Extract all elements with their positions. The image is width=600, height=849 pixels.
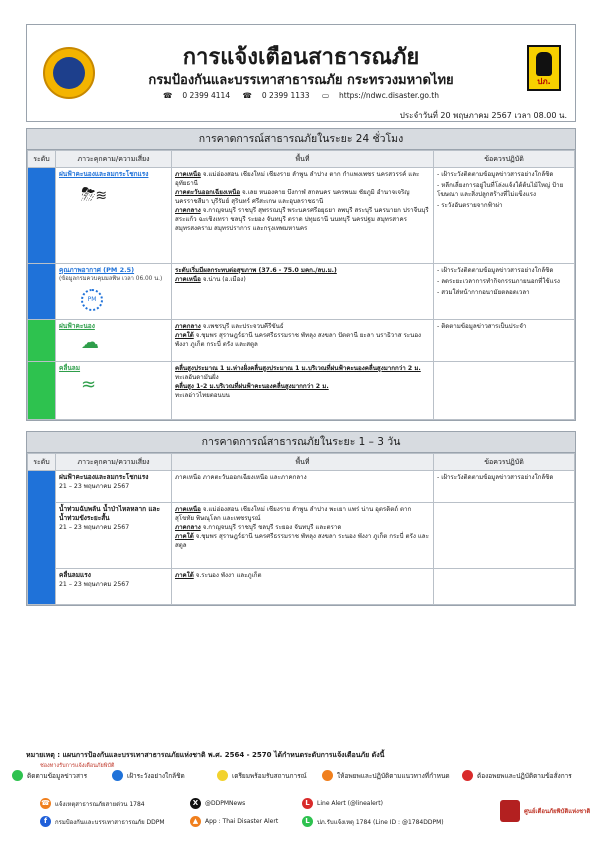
- hazard-label: น้ำท่วมฉับพลัน น้ำป่าไหลหลาก และน้ำท่วมขังระยะสั้น: [59, 505, 161, 522]
- level-cell-blue: [28, 264, 56, 320]
- page-subtitle: กรมป้องกันและบรรเทาสาธารณภัย กระทรวงมหาดไทย: [148, 73, 454, 88]
- table-row: คุณภาพอากาศ (PM 2.5) (ข้อมูลกรมควบคุมมลพิษ เวลา 06.00 น.) PM ระดับเริ่มมีผลกระทบต่อสุขภาพ (37.6 - 75.0 มคก./ลบ.ม.) ภาคเหนือ จ.น่าน (อ.เมือง) - เฝ้าระวังติดตามข้อมูลข่าวสารอย่างใกล้ชิด - ลดระยะเวลาการทำกิจกรรมภายนอกที่ใช้แรง - สวมใส่หน้ากากอนามัยตลอดเวลา: [28, 264, 575, 320]
- forecast-3day-section: [26, 431, 576, 606]
- legend-note: หมายเหตุ : แผนการป้องกันและบรรเทาสาธารณภัยแห่งชาติ พ.ศ. 2564 - 2570 ได้กำหนดระดับการแจ้งเตือนภัย ดังนี้: [26, 751, 385, 759]
- level-cell-green: [28, 320, 56, 362]
- phone-1: 0 2399 4114: [182, 91, 231, 100]
- forecast-3day-table: [27, 453, 575, 605]
- col-level: ระดับ: [28, 151, 56, 168]
- section-title: การคาดการณ์สาธารณภัยในระยะ 1 – 3 วัน: [27, 432, 575, 453]
- legend-item: เฝ้าระวังอย่างใกล้ชิด: [112, 770, 185, 781]
- hazard-source: (ข้อมูลกรมควบคุมมลพิษ เวลา 06.00 น.): [59, 276, 163, 282]
- wave-icon: ≈: [81, 374, 97, 395]
- legend-item: ติดตามข้อมูลข่าวสาร: [12, 770, 87, 781]
- section-title: การคาดการณ์สาธารณภัยในระยะ 24 ชั่วโมง: [27, 129, 575, 150]
- col-action: ข้อควรปฏิบัติ: [434, 151, 575, 168]
- phone-icon: ☎: [163, 91, 173, 100]
- contact-app[interactable]: ▲ App : Thai Disaster Alert: [190, 816, 278, 827]
- ndwc-logo: [500, 800, 520, 822]
- hazard-label: ฝนฟ้าคะนองและลมกระโชกแรง: [59, 170, 149, 178]
- level-cell-blue: [28, 168, 56, 264]
- hazard-date: 21 – 23 พฤษภาคม 2567: [59, 483, 130, 490]
- channels-heading: ช่องทางรับการแจ้งเตือนภัยพิบัติ: [40, 763, 115, 769]
- header-contacts: [27, 91, 575, 100]
- phone-icon: ☎: [242, 91, 252, 100]
- hazard-label: ฝนฟ้าคะนองและลมกระโชกแรง: [59, 473, 149, 481]
- legend-item: ต้องอพยพและปฏิบัติตามข้อสั่งการ: [462, 770, 572, 781]
- legend-item: เตรียมพร้อมรับสถานการณ์: [217, 770, 307, 781]
- level-cell-blue: [28, 471, 56, 605]
- hazard-label: คุณภาพอากาศ (PM 2.5): [59, 266, 135, 274]
- facebook-icon: f: [40, 816, 51, 827]
- contact-facebook[interactable]: f กรมป้องกันและบรรเทาสาธารณภัย DDPM: [40, 816, 165, 827]
- web-icon: ▭: [321, 91, 330, 100]
- page-title: การแจ้งเตือนสาธารณภัย: [182, 45, 420, 70]
- forecast-24h-section: [26, 128, 576, 421]
- issue-date: ประจำวันที่ 20 พฤษภาคม 2567 เวลา 08.00 น.: [399, 111, 567, 120]
- contact-line-alert[interactable]: L Line Alert (@linealert): [302, 798, 383, 809]
- forecast-24h-table: [27, 150, 575, 420]
- thunderstorm-wind-icon: ⛈≋: [81, 184, 108, 205]
- phone-icon: ☎: [41, 799, 50, 807]
- ndwc-name: ศูนย์เตือนภัยพิบัติแห่งชาติ: [524, 808, 591, 815]
- hazard-label: คลื่นลม: [59, 364, 81, 372]
- app-icon: ▲: [190, 816, 201, 827]
- phone-2: 0 2399 1133: [261, 91, 310, 100]
- header: [26, 24, 576, 122]
- alert-level-legend: [12, 770, 590, 786]
- hazard-date: 21 – 23 พฤษภาคม 2567: [59, 524, 130, 531]
- x-icon: X: [190, 798, 201, 809]
- table-row: ฝนฟ้าคะนอง ☁ ภาคกลาง จ.เพชรบุรี และประจวบคีรีขันธ์ ภาคใต้ จ.ชุมพร สุราษฎร์ธานี นครศรีธรรมราช พัทลุง สงขลา ปัตตานี ยะลา นราธิวาส ระนอง พังงา ภูเก็ต กระบี่ ตรัง และสตูล - ติดตามข้อมูลข่าวสารเป็นประจำ: [28, 320, 575, 362]
- table-row: คลื่นลม ≈ คลื่นสูงประมาณ 1 ม.ห่างฝั่งคลื่นสูงประมาณ 1 ม.บริเวณที่ฝนฟ้าคะนองคลื่นสูงมากกว่า 2 ม. ทะเลอันดามันฝั่ง คลื่นสูง 1-2 ม.บริเวณที่ฝนฟ้าคะนองคลื่นสูงมากกว่า 2 ม. ทะเลอ่าวไทยตอนบน: [28, 362, 575, 420]
- contact-hotline[interactable]: ☎ แจ้งเหตุสาธารณภัยสายด่วน 1784: [41, 799, 145, 808]
- line-icon: L: [302, 798, 313, 809]
- legend-item: ให้อพยพและปฏิบัติตามแนวทางที่กำหนด: [322, 770, 450, 781]
- table-row: น้ำท่วมฉับพลัน น้ำป่าไหลหลาก และน้ำท่วมขังระยะสั้น 21 – 23 พฤษภาคม 2567 ภาคเหนือ จ.แม่ฮ่องสอน เชียงใหม่ เชียงราย ลำพูน ลำปาง พะเยา แพร่ น่าน อุตรดิตถ์ ตาก สุโขทัย พิษณุโลก และเพชรบูรณ์ ภาคกลาง จ.กาญจนบุรี ราชบุรี ชลบุรี ระยอง จันทบุรี และตราด ภาคใต้ จ.ชุมพร สุราษฎร์ธานี นครศรีธรรมราช พัทลุง สงขลา ระนอง พังงา ภูเก็ต กระบี่ ตรัง และสตูล: [28, 503, 575, 569]
- pm25-icon: PM: [81, 286, 168, 311]
- contact-line-id[interactable]: L ปภ.รับแจ้งเหตุ 1784 (Line ID : @1784DDPM): [302, 816, 444, 827]
- col-area: พื้นที่: [172, 151, 434, 168]
- col-hazard: ภาวะคุกคาม/ความเสี่ยง: [56, 454, 172, 471]
- col-level: ระดับ: [28, 454, 56, 471]
- table-row: คลื่นลมแรง 21 – 23 พฤษภาคม 2567 ภาคใต้ จ.ระนอง พังงา และภูเก็ต: [28, 569, 575, 605]
- line-icon: L: [302, 816, 313, 827]
- hazard-date: 21 – 23 พฤษภาคม 2567: [59, 581, 130, 588]
- col-area: พื้นที่: [172, 454, 434, 471]
- table-row: ฝนฟ้าคะนองและลมกระโชกแรง 21 – 23 พฤษภาคม 2567 ภาคเหนือ ภาคตะวันออกเฉียงเหนือ และภาคกลาง - เฝ้าระวังติดตามข้อมูลข่าวสารอย่างใกล้ชิด: [28, 471, 575, 503]
- col-action: ข้อควรปฏิบัติ: [434, 454, 575, 471]
- col-hazard: ภาวะคุกคาม/ความเสี่ยง: [56, 151, 172, 168]
- hazard-label: คลื่นลมแรง: [59, 571, 91, 579]
- level-cell-green: [28, 362, 56, 420]
- contact-x[interactable]: X @DDPMNews: [190, 798, 245, 809]
- hazard-label: ฝนฟ้าคะนอง: [59, 322, 95, 330]
- hand-logo: ปภ.: [527, 45, 561, 91]
- contact-channels: [40, 794, 580, 834]
- table-row: ฝนฟ้าคะนองและลมกระโชกแรง ⛈≋ ภาคเหนือ จ.แม่ฮ่องสอน เชียงใหม่ เชียงราย ลำพูน ลำปาง ตาก กำแพงเพชร นครสวรรค์ และอุทัยธานี ภาคตะวันออกเฉียงเหนือ จ.เลย หนองคาย บึงกาฬ สกลนคร นครพนม ชัยภูมิ อำนาจเจริญ นครราชสีมา บุรีรัมย์ สุรินทร์ ศรีสะเกษ และอุบลราชธานี ภาคกลาง จ.กาญจนบุรี ราชบุรี สุพรรณบุรี พระนครศรีอยุธยา ลพบุรี สระบุรี นครนายก ปราจีนบุรี สระแก้ว ฉะเชิงเทรา ชลบุรี ระยอง จันทบุรี ตราด ปทุมธานี นนทบุรี นครปฐม สมุทรสาคร สมุทรสงคราม สมุทรปราการ และกรุงเทพมหานคร - เฝ้าระวังติดตามข้อมูลข่าวสารอย่างใกล้ชิด - หลีกเลี่ยงการอยู่ในที่โล่งแจ้งใต้ต้นไม้ใหญ่ ป้ายโฆษณา และสิ่งปลูกสร้างที่ไม่แข็งแรง - ระวังอันตรายจากฟ้าผ่า: [28, 168, 575, 264]
- website-link[interactable]: https://ndwc.disaster.go.th: [339, 91, 439, 100]
- rain-cloud-icon: ☁: [81, 332, 99, 353]
